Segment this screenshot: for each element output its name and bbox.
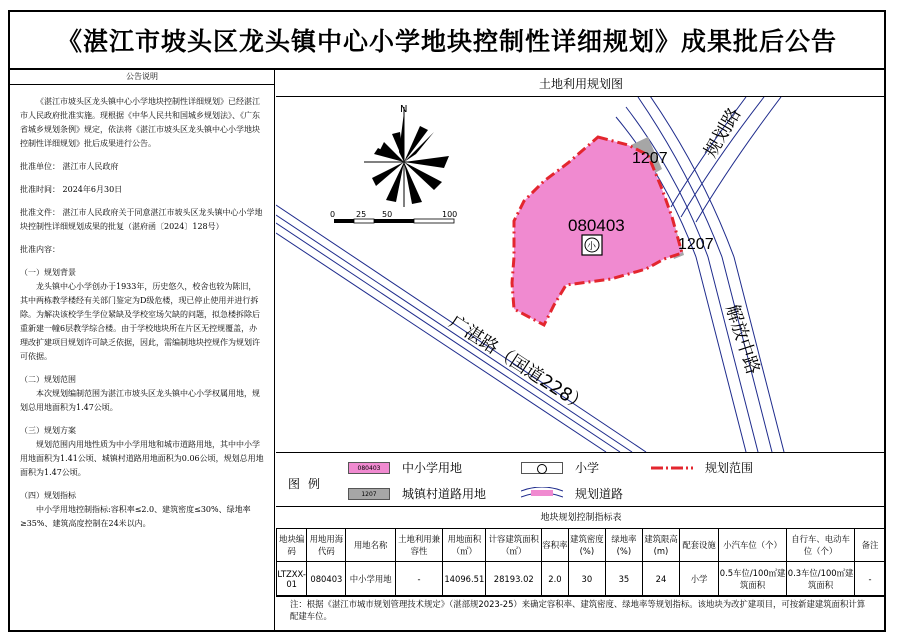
jiefang-road-label: 解放中路 [721,302,764,378]
scale-label-25: 25 [356,210,367,219]
legend-label: 图例 [288,477,329,491]
legend-item-school-land [348,459,462,476]
scale-label-0: 0 [330,210,336,219]
section-4-title: （四）规划指标 [20,491,76,500]
intro-text: 《湛江市坡头区龙头镇中心小学地块控制性详细规划》已经湛江市人民政府批准实施。现根据《中华人民共和国城乡规划法》、《广东省城乡规划条例》规定，依法将《湛江市坡头区龙头镇中心小学地块控制性详细规划》批后成果进行公告。 [20,97,260,148]
section-4-text: 中小学用地控制指标:容积率≤2.0、建筑密度≤30%、绿地率≥35%、建筑高度控制在24米以内。 [20,505,251,528]
th-green: 绿地率(%) [605,529,642,562]
table-header-row [277,529,886,562]
scale-label-50: 50 [382,210,393,219]
north-arrow [364,107,449,207]
cell-compatibility: - [395,562,442,597]
section-2-text: 本次规划编制范围为湛江市坡头区龙头镇中心小学权属用地，规划总用地面积为1.47公顷。 [20,389,260,412]
th-density: 建筑密度(%) [568,529,605,562]
approval-unit: 批准单位： 湛江市人民政府 [20,162,119,171]
th-bike-parking: 自行车、电动车位（个） [787,529,855,562]
planned-road-label: 规划路 [700,104,746,162]
map-canvas [276,97,886,452]
approval-document: 批准文件： 湛江市人民政府关于同意湛江市坡头区龙头镇中心小学地块控制性详细规划成果的批复（湛府函〔2024〕128号） [20,208,263,231]
legend-text-primary-school: 小学 [575,461,600,475]
th-floor-area: 计容建筑面积（㎡） [486,529,542,562]
boundary-icon [651,462,693,474]
th-land-sea-code: 用地用海代码 [307,529,346,562]
cell-land-name: 中小学用地 [346,562,395,597]
announcement-header: 公告说明 [10,70,274,85]
table-row [277,562,886,597]
cell-remark: - [855,562,886,597]
land-use-map [276,97,886,452]
th-compatibility: 土地利用兼容性 [395,529,442,562]
section-3-title: （三）规划方案 [20,426,76,435]
cell-far: 2.0 [542,562,569,597]
school-symbol: 小 [587,242,597,252]
road-code-2: 1207 [678,236,714,253]
parcel-code: 080403 [568,216,625,235]
section-3-text: 规划范围内用地性质为中小学用地和城市道路用地，其中中小学用地面积为1.41公顷、城镇村道路用地面积为0.06公顷，规划总用地面积为1.47公顷。 [20,440,264,477]
cell-density: 30 [568,562,605,597]
th-facility: 配套设施 [680,529,719,562]
th-code: 地块编码 [277,529,307,562]
school-land-swatch: 080403 [348,462,390,474]
cell-bike-parking: 0.3车位/100㎡建筑面积 [787,562,855,597]
section-1-text: 龙头镇中心小学创办于1933年，历史悠久，校舍也较为陈旧，其中两栋教学楼经有关部门鉴定为D级危楼，现已停止使用并进行拆除。为解决该校学生学位紧缺及学校室场欠缺的问题，拟急楼拆除后重新建一幢6层教学综合楼。由于学校地块所在片区无控规覆盖，办理改扩建项目规划许可缺乏依据，因此，需编制地块控规作为规划许可依据。 [20,282,260,361]
legend-item-road-land [348,485,486,502]
legend-text-boundary: 规划范围 [705,461,754,475]
north-label: N [400,104,408,115]
th-car-parking: 小汽车位（个） [719,529,787,562]
th-far: 容积率 [542,529,569,562]
cell-area: 14096.51 [443,562,486,597]
page-title: 《湛江市坡头区龙头镇中心小学地块控制性详细规划》成果批后公告 [10,12,884,70]
planned-road-icon [521,487,563,501]
legend-item-boundary [651,459,753,476]
approval-time: 批准时间： 2024年6月30日 [20,185,123,194]
scale-label-100: 100 [442,210,458,219]
th-land-name: 用地名称 [346,529,395,562]
map-title: 土地利用规划图 [276,70,886,97]
th-area: 用地面积（㎡） [443,529,486,562]
table-title: 地块规划控制指标表 [276,508,886,529]
road-code-1: 1207 [632,150,668,167]
cell-green: 35 [605,562,642,597]
table-note: 注：根据《湛江市城市规划管理技术规定》（湛部规2023-25）来确定容积率、建筑密度、绿地率等规划指标。该地块为改扩建项目，可按新建建筑面积计算配建车位。 [276,595,886,630]
legend-item-primary-school [521,459,599,476]
announcement-panel [10,70,275,630]
legend-item-planned-road [521,485,623,502]
cell-code: LTZXX-01 [277,562,307,597]
legend [276,452,886,507]
approval-content-label: 批准内容： [20,245,60,254]
cell-land-sea-code: 080403 [307,562,346,597]
cell-floor-area: 28193.02 [486,562,542,597]
section-1-title: （一）规划背景 [20,268,76,277]
legend-text-planned-road: 规划道路 [575,487,624,501]
section-2-title: （二）规划范围 [20,375,76,384]
guangzhan-road-label: 广湛路（国道228） [445,311,592,417]
th-height: 建筑限高(m) [642,529,679,562]
legend-text-road-land: 城镇村道路用地 [402,487,487,501]
cell-height: 24 [642,562,679,597]
road-land-swatch: 1207 [348,488,390,500]
control-index-table [276,528,886,597]
cell-car-parking: 0.5车位/100㎡建筑面积 [719,562,787,597]
announcement-body [10,85,274,531]
scale-bar [334,219,454,223]
cell-facility: 小学 [680,562,719,597]
legend-text-school-land: 中小学用地 [402,461,463,475]
primary-school-icon [521,462,563,474]
th-remark: 备注 [855,529,886,562]
